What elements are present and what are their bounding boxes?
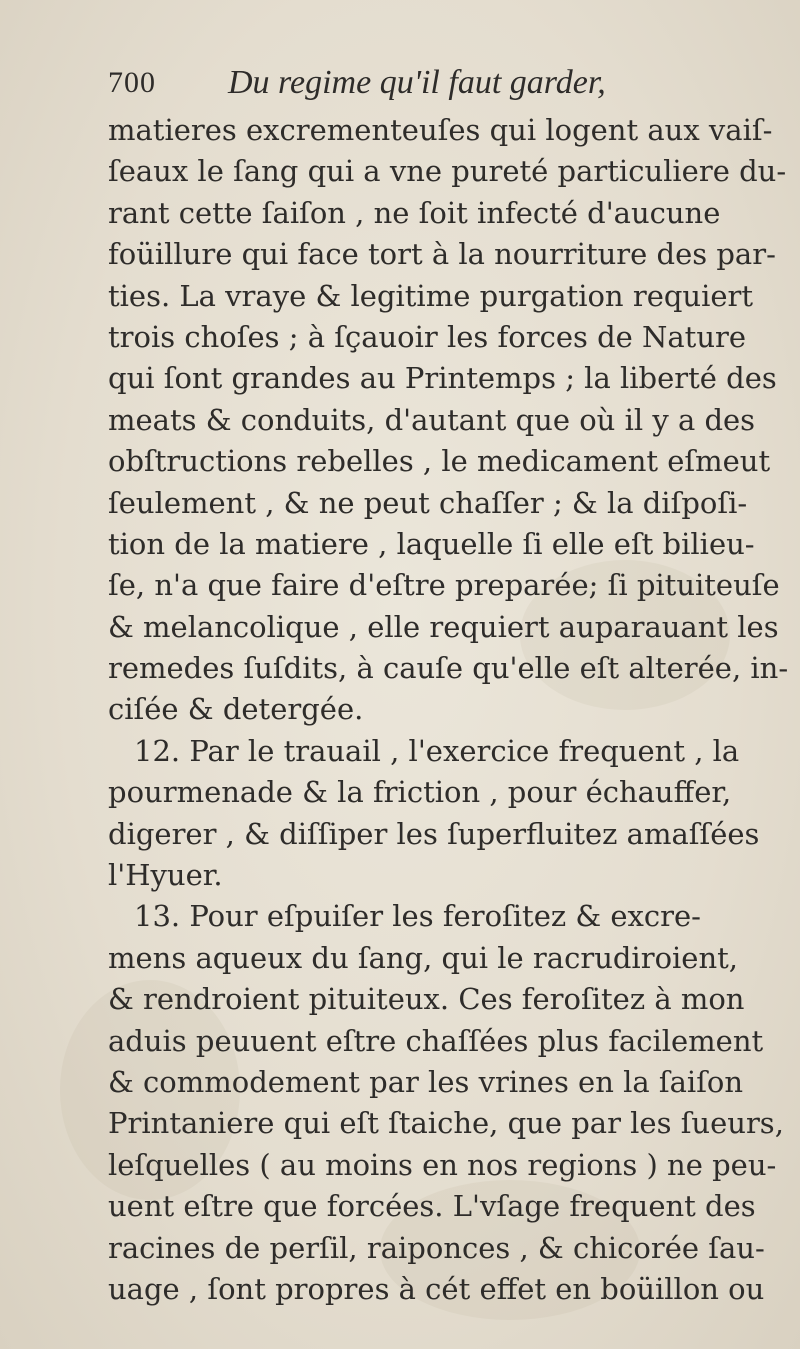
text-line: & melancolique , elle requiert auparauant les bbox=[108, 609, 779, 644]
text-line: l'Hyuer. bbox=[108, 858, 223, 893]
text-line: ſeaux le ſang qui a vne pureté particuliere du- bbox=[108, 154, 787, 189]
text-line: uent eſtre que forcées. L'vſage frequent des bbox=[108, 1189, 756, 1224]
text-line: Printaniere qui eſt ſtaiche, que par les ſueurs, bbox=[108, 1106, 784, 1141]
text-line: leſquelles ( au moins en nos regions ) ne peu- bbox=[108, 1147, 777, 1182]
text-line: digerer , & diſſiper les ſuperfluitez amaſſées bbox=[108, 816, 760, 851]
running-title: Du regime qu'il faut garder, bbox=[228, 64, 606, 101]
body-text bbox=[108, 110, 789, 1310]
text-line: trois choſes ; à ſçauoir les forces de Nature bbox=[108, 319, 747, 354]
paragraph-13-start: 13. Pour eſpuiſer les feroſitez & excre- bbox=[134, 899, 701, 934]
text-line: pourmenade & la friction , pour échauffer, bbox=[108, 775, 732, 810]
text-line: foüillure qui face tort à la nourriture des par- bbox=[108, 237, 776, 272]
text-line: qui ſont grandes au Printemps ; la liberté des bbox=[108, 361, 777, 396]
text-line: ſeulement , & ne peut chaſſer ; & la diſpoſi- bbox=[108, 485, 748, 520]
text-line: uage , ſont propres à cét effet en boüillon ou bbox=[108, 1271, 765, 1306]
text-line: tion de la matiere , laquelle ſi elle eſt bilieu- bbox=[108, 526, 755, 561]
text-line: racines de perſil, raiponces , & chicorée ſau- bbox=[108, 1230, 765, 1265]
text-line: mens aqueux du ſang, qui le racrudiroient, bbox=[108, 940, 739, 975]
text-line: ſe, n'a que faire d'eſtre preparée; ſi pituiteuſe bbox=[108, 568, 780, 603]
page-header bbox=[108, 58, 748, 108]
text-line: meats & conduits, d'autant que où il y a des bbox=[108, 402, 756, 437]
text-line: ties. La vraye & legitime purgation requiert bbox=[108, 278, 754, 313]
text-line: matieres excrementeuſes qui logent aux vaiſ- bbox=[108, 113, 773, 147]
text-line: & commodement par les vrines en la ſaiſon bbox=[108, 1064, 744, 1099]
text-line: & rendroient pituiteux. Ces feroſitez à mon bbox=[108, 982, 745, 1017]
text-line: rant cette ſaiſon , ne ſoit infecté d'aucune bbox=[108, 195, 721, 230]
text-line: ciſée & detergée. bbox=[108, 692, 364, 727]
text-line: obſtructions rebelles , le medicament eſmeut bbox=[108, 444, 771, 479]
page-number: 700 bbox=[108, 66, 156, 99]
paragraph-12-start: 12. Par le trauail , l'exercice frequent , la bbox=[134, 733, 740, 768]
text-line: remedes ſuſdits, à cauſe qu'elle eſt alterée, in- bbox=[108, 651, 789, 686]
text-line: aduis peuuent eſtre chaſſées plus facilement bbox=[108, 1023, 764, 1058]
